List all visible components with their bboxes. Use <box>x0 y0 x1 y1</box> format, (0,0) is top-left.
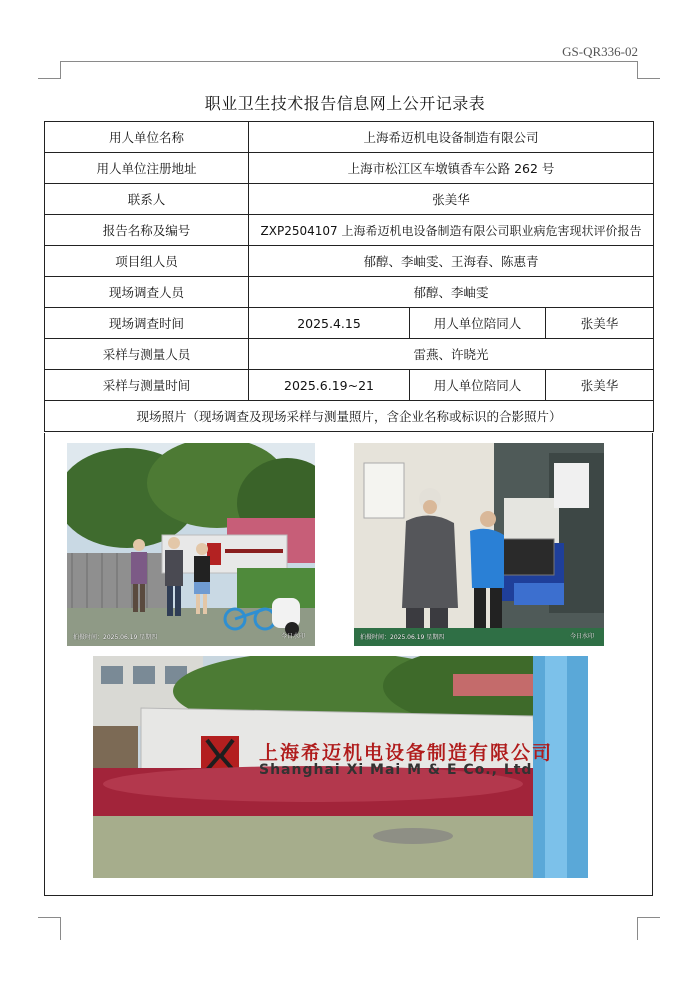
site-companion-label: 用人单位陪同人 <box>410 308 546 339</box>
table-row <box>45 339 654 370</box>
document-code: GS-QR336-02 <box>562 44 638 59</box>
info-table <box>44 121 654 432</box>
photo-sampling-at-machine-image <box>354 443 604 646</box>
registered-address-label: 用人单位注册地址 <box>45 153 249 184</box>
site-companion-value: 张美华 <box>546 308 654 339</box>
table-row <box>45 153 654 184</box>
registered-address-value: 上海市松江区车墩镇香车公路 262 号 <box>249 153 654 184</box>
sign-chinese-text: 上海希迈机电设备制造有限公司 <box>259 742 554 764</box>
site-time-value: 2025.4.15 <box>249 308 410 339</box>
sampling-time-value: 2025.6.19~21 <box>249 370 410 401</box>
table-row <box>45 370 654 401</box>
sampling-time-label: 采样与测量时间 <box>45 370 249 401</box>
photo2-timestamp: 拍摄时间：2025.06.19 星期四 <box>360 634 445 641</box>
report-label: 报告名称及编号 <box>45 215 249 246</box>
report-value: ZXP2504107 上海希迈机电设备制造有限公司职业病危害现状评价报告 <box>249 215 654 246</box>
crop-mark-bottom-left <box>38 917 61 940</box>
table-row <box>45 122 654 153</box>
contact-label: 联系人 <box>45 184 249 215</box>
table-row <box>45 308 654 339</box>
site-investigators-label: 现场调查人员 <box>45 277 249 308</box>
photos-section <box>44 433 653 896</box>
table-row <box>45 215 654 246</box>
crop-mark-top-right <box>637 61 660 79</box>
sampling-companion-label: 用人单位陪同人 <box>410 370 546 401</box>
employer-name-value: 上海希迈机电设备制造有限公司 <box>249 122 654 153</box>
crop-mark-top-left <box>38 61 61 79</box>
project-members-value: 郁醇、李岫雯、王海春、陈惠青 <box>249 246 654 277</box>
table-row <box>45 184 654 215</box>
table-row <box>45 277 654 308</box>
photo-company-sign <box>93 656 588 878</box>
photo-group-at-sign-image <box>67 443 315 646</box>
sampling-staff-value: 雷燕、许晓光 <box>249 339 654 370</box>
contact-value: 张美华 <box>249 184 654 215</box>
photo1-watermark-logo: 今日水印 <box>281 633 306 640</box>
sampling-companion-value: 张美华 <box>546 370 654 401</box>
table-row <box>45 246 654 277</box>
photo1-timestamp: 拍摄时间：2025.06.19 星期四 <box>73 634 158 641</box>
employer-name-label: 用人单位名称 <box>45 122 249 153</box>
photo-group-at-sign <box>67 443 315 646</box>
photo2-watermark-logo: 今日水印 <box>570 633 595 640</box>
form-title: 职业卫生技术报告信息网上公开记录表 <box>204 94 486 113</box>
sign-english-text: Shanghai Xi Mai M & E Co., Ltd <box>259 762 533 778</box>
sampling-staff-label: 采样与测量人员 <box>45 339 249 370</box>
photos-header: 现场照片（现场调查及现场采样与测量照片，含企业名称或标识的合影照片） <box>45 401 654 432</box>
crop-mark-bottom-right <box>637 917 660 940</box>
project-members-label: 项目组人员 <box>45 246 249 277</box>
site-time-label: 现场调查时间 <box>45 308 249 339</box>
site-investigators-value: 郁醇、李岫雯 <box>249 277 654 308</box>
header-rule <box>60 61 637 62</box>
photo-sampling-at-machine <box>354 443 604 646</box>
table-row <box>45 401 654 432</box>
